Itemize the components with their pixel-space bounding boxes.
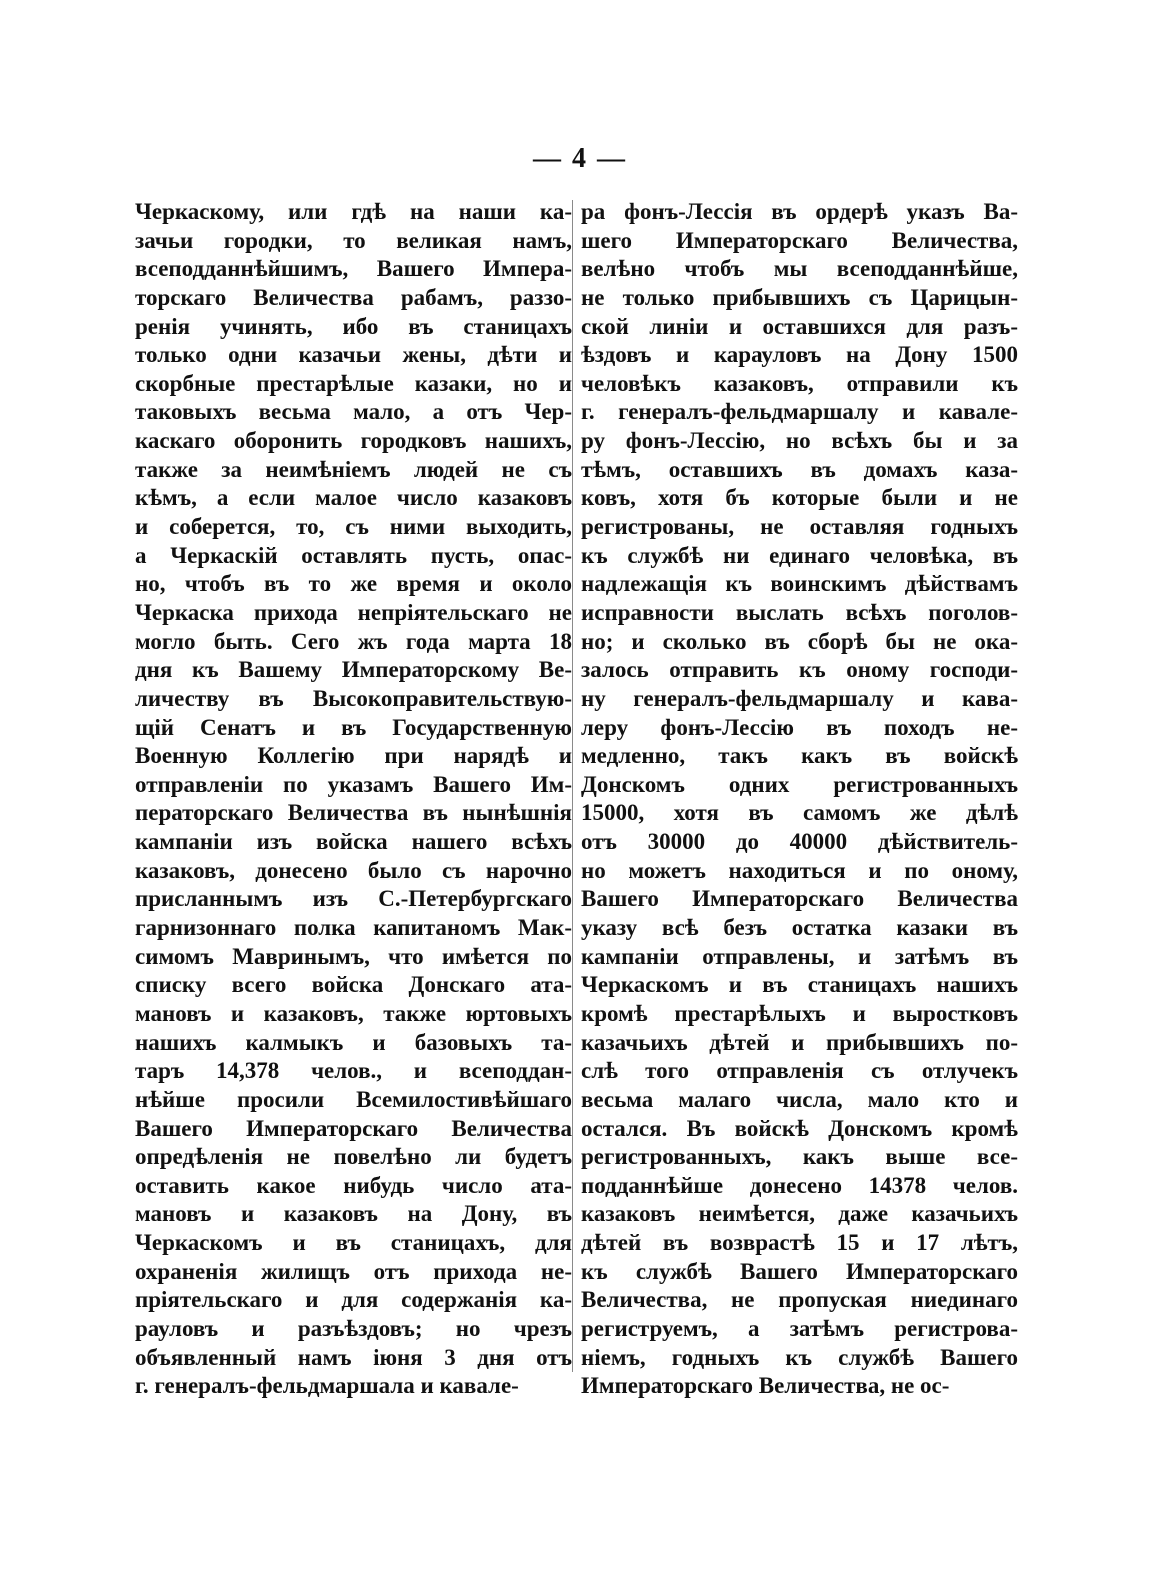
text-line: казаковъ неимѣется, даже казачьихъ: [581, 1201, 1018, 1227]
text-line: ну генералъ-фельдмаршалу и кава-: [581, 685, 1018, 711]
text-line: также за неимѣніемъ людей не съ: [135, 456, 572, 482]
text-line: каскаго оборонить городковъ нашихъ,: [135, 428, 572, 454]
text-line: дѣтей въ возврастѣ 15 и 17 лѣтъ,: [581, 1230, 1018, 1256]
text-line: Черкаскомъ и въ станицахъ, для: [135, 1230, 572, 1256]
text-line: регистрованныхъ, какъ выше все-: [581, 1144, 1018, 1170]
text-line: подданнѣйше донесено 14378 челов.: [581, 1172, 1018, 1198]
text-line: кѣмъ, а если малое число казаковъ: [135, 485, 572, 511]
text-line: но можетъ находиться и по оному,: [581, 857, 1018, 883]
text-line: Военную Коллегію при нарядѣ и: [135, 743, 572, 769]
text-line: оставить какое нибудь число ата-: [135, 1172, 572, 1198]
text-line: пріятельскаго и для содержанія ка-: [135, 1287, 572, 1313]
text-line: кампаніи изъ войска нашего всѣхъ: [135, 829, 572, 855]
text-line: г. генералъ-фельдмаршалу и кавале-: [581, 399, 1018, 425]
text-line: Величества, не пропуская ниединаго: [581, 1287, 1018, 1313]
text-line: ператорскаго Величества въ нынѣшнія: [135, 800, 572, 826]
text-line: 15000, хотя въ самомъ же дѣлѣ: [581, 800, 1018, 826]
text-line: указу всѣ безъ остатка казаки въ: [581, 915, 1018, 941]
text-line: отправленіи по указамъ Вашего Им-: [135, 771, 572, 797]
text-line: могло быть. Сего жъ года марта 18: [135, 628, 572, 654]
column-divider: [572, 200, 573, 1372]
text-line: зачьи городки, то великая намъ,: [135, 227, 572, 253]
text-line: Черкаскомъ и въ станицахъ нашихъ: [581, 972, 1018, 998]
text-line: опредѣленія не повелѣно ли будетъ: [135, 1144, 572, 1170]
text-line: залось отправить къ оному господи-: [581, 657, 1018, 683]
text-line: Донскомъ одних регистрованныхъ: [581, 771, 1018, 797]
text-line: весьма малаго числа, мало кто и: [581, 1086, 1018, 1112]
text-line: мановъ и казаковъ, также юртовыхъ: [135, 1000, 572, 1026]
text-line: но; и сколько въ сборѣ бы не ока-: [581, 628, 1018, 654]
text-line: щій Сенатъ и въ Государственную: [135, 714, 572, 740]
text-line: медленно, такъ какъ въ войскѣ: [581, 743, 1018, 769]
text-line: таковыхъ весьма мало, а отъ Чер-: [135, 399, 572, 425]
text-line: ра фонъ-Лессія въ ордерѣ указъ Ва-: [581, 199, 1018, 224]
text-line: ренія учинять, ибо въ станицахъ: [135, 313, 572, 339]
text-line: скорбные престарѣлые казаки, но и: [135, 370, 572, 396]
text-line: исправности выслать всѣхъ поголов-: [581, 599, 1018, 625]
text-line: ѣздовъ и карауловъ на Дону 1500: [581, 342, 1018, 368]
text-line: Вашего Императорскаго Величества: [581, 886, 1018, 912]
text-line: кромѣ престарѣлыхъ и выростковъ: [581, 1000, 1018, 1026]
text-line: и соберется, то, съ ними выходить,: [135, 514, 572, 540]
page-number: — 4 —: [533, 143, 627, 174]
text-line: Черкаскому, или гдѣ на наши ка-: [135, 199, 572, 224]
text-line: остался. Въ войскѣ Донскомъ кромѣ: [581, 1115, 1018, 1141]
text-line: Императорскаго Величества, не ос-: [581, 1373, 950, 1399]
text-line: ру фонъ-Лессію, но всѣхъ бы и за: [581, 428, 1018, 454]
text-line: дня къ Вашему Императорскому Ве-: [135, 657, 572, 683]
text-line: ніемъ, годныхъ къ службѣ Вашего: [581, 1344, 1018, 1370]
text-line: региструемъ, а затѣмъ регистрова-: [581, 1315, 1018, 1341]
text-line: нашихъ калмыкъ и базовыхъ та-: [135, 1029, 572, 1055]
text-line: не только прибывшихъ съ Царицын-: [581, 284, 1018, 310]
text-line: мановъ и казаковъ на Дону, въ: [135, 1201, 572, 1227]
text-line: гарнизоннаго полка капитаномъ Мак-: [135, 915, 572, 941]
text-line: къ службѣ Вашего Императорскаго: [581, 1258, 1018, 1284]
text-line: списку всего войска Донскаго ата-: [135, 972, 572, 998]
text-line: всеподданнѣйшимъ, Вашего Импера-: [135, 256, 572, 282]
text-line: леру фонъ-Лессію въ походъ не-: [581, 714, 1018, 740]
text-line: велѣно чтобъ мы всеподданнѣйше,: [581, 256, 1018, 282]
right-text-column: [581, 198, 1018, 1401]
text-line: г. генералъ-фельдмаршала и кавале-: [135, 1373, 519, 1399]
text-line: только одни казачьи жены, дѣти и: [135, 342, 572, 368]
text-line: симомъ Мавринымъ, что имѣется по: [135, 943, 572, 969]
text-line: таръ 14,378 челов., и всеподдан-: [135, 1058, 572, 1084]
text-line: шего Императорскаго Величества,: [581, 227, 1018, 253]
text-line: казаковъ, донесено было съ нарочно: [135, 857, 572, 883]
text-line: ской линіи и оставшихся для разъ-: [581, 313, 1018, 339]
text-line: присланнымъ изъ С.-Петербургскаго: [135, 886, 572, 912]
text-line: личеству въ Высокоправительствую-: [135, 685, 572, 711]
text-line: Черкаска прихода непріятельскаго не: [135, 599, 572, 625]
text-line: объявленный намъ іюня 3 дня отъ: [135, 1344, 572, 1370]
text-line: а Черкаскій оставлять пусть, опас-: [135, 542, 572, 568]
text-line: рауловъ и разъѣздовъ; но чрезъ: [135, 1315, 572, 1341]
text-line: отъ 30000 до 40000 дѣйствитель-: [581, 829, 1018, 855]
text-line: но, чтобъ въ то же время и около: [135, 571, 572, 597]
text-line: ковъ, хотя бъ которые были и не: [581, 485, 1018, 511]
left-text-column: [135, 198, 572, 1401]
text-line: слѣ того отправленія съ отлучекъ: [581, 1058, 1018, 1084]
text-line: надлежащія къ воинскимъ дѣйствамъ: [581, 571, 1018, 597]
text-line: Вашего Императорскаго Величества: [135, 1115, 572, 1141]
text-line: казачьихъ дѣтей и прибывшихъ по-: [581, 1029, 1018, 1055]
text-line: тѣмъ, оставшихъ въ домахъ каза-: [581, 456, 1018, 482]
text-line: кампаніи отправлены, и затѣмъ въ: [581, 943, 1018, 969]
text-line: торскаго Величества рабамъ, раззо-: [135, 284, 572, 310]
text-line: регистрованы, не оставляя годныхъ: [581, 514, 1018, 540]
text-line: охраненія жилищъ отъ прихода не-: [135, 1258, 572, 1284]
text-line: человѣкъ казаковъ, отправили къ: [581, 370, 1018, 396]
text-line: нѣйше просили Всемилостивѣйшаго: [135, 1086, 572, 1112]
text-line: къ службѣ ни единаго человѣка, въ: [581, 542, 1018, 568]
